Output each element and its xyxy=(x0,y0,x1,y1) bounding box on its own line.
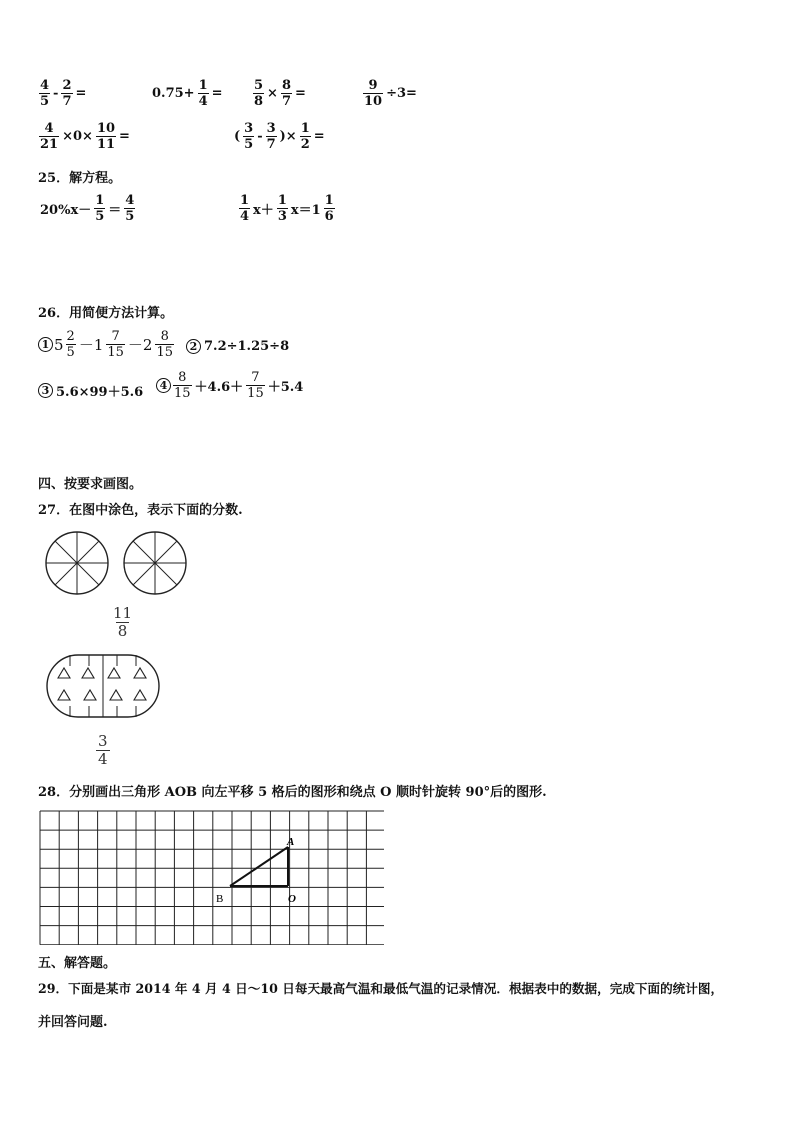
calc-row2-expr1: $\frac{4}{21}$ ×0× $\frac{10}{11}$ = xyxy=(40,121,130,152)
circled-number: 2 xyxy=(186,339,201,354)
q25-equation2: $\frac{1}{4}$ x＋ $\frac{1}{3}$ x＝1 $\frac{1}{6}$ xyxy=(240,193,334,224)
q27-fraction1: $\frac{11}{8}$ xyxy=(113,604,133,640)
q26-problem2: 2 7.2÷1.25÷8 xyxy=(186,339,291,354)
q26-problem4: 4 $\frac{8}{15}$ ＋4.6＋ $\frac{7}{15}$ ＋5.4 xyxy=(156,370,305,401)
circle-right[interactable] xyxy=(124,532,186,594)
q25-equation1: 20%x－ $\frac{1}{5}$ ＝ $\frac{4}{5}$ xyxy=(40,193,135,224)
label-b: B xyxy=(216,893,224,905)
calc-row1-expr3: $\frac{5}{8}$ × $\frac{8}{7}$ = xyxy=(254,78,306,109)
circled-number: 3 xyxy=(38,383,53,398)
section5-title: 五、解答题。 xyxy=(38,956,117,971)
calc-row1-expr4: $\frac{9}{10}$ ÷3= xyxy=(364,78,417,109)
section4-title: 四、按要求画图。 xyxy=(38,477,143,492)
calc-row1-expr1: $\frac{4}{5}$ - $\frac{2}{7}$ = xyxy=(40,78,87,109)
triangle-stadium xyxy=(44,652,164,720)
q25-title: 25．解方程。 xyxy=(38,171,122,186)
q26-title: 26．用简便方法计算。 xyxy=(38,306,174,321)
triangle-side-ba xyxy=(230,847,288,886)
label-o: O xyxy=(288,893,296,905)
circled-number: 4 xyxy=(156,378,171,393)
q28-title: 28．分别画出三角形 AOB 向左平移 5 格后的图形和绕点 O 顺时针旋转 90°后的图形. xyxy=(38,785,547,800)
calc-row2-expr2: ( $\frac{3}{5}$ - $\frac{3}{7}$ )× $\frac{1}{2}$ = xyxy=(234,121,325,152)
circled-number: 1 xyxy=(38,337,53,352)
fraction: $\frac{4}{5}$ xyxy=(40,78,50,109)
q26-problem1: 1 5 $\frac{2}{5}$ －1 $\frac{7}{15}$ －2 $\frac{8}{15}$ xyxy=(38,329,175,360)
eight-part-circles xyxy=(42,528,202,598)
grid-diagram xyxy=(38,809,384,945)
q27-title: 27．在图中涂色，表示下面的分数. xyxy=(38,503,243,518)
q27-fraction2: $\frac{3}{4}$ xyxy=(98,732,108,768)
q29-line1: 29．下面是某市 2014 年 4 月 4 日～10 日每天最高气温和最低气温的记录情况．根据表中的数据，完成下面的统计图， xyxy=(38,981,724,996)
calc-row1-expr2: 0.75+ $\frac{1}{4}$ = xyxy=(152,78,223,109)
q29-line2: 并回答问题. xyxy=(38,1015,108,1030)
label-a: A xyxy=(287,836,295,848)
q26-problem3: 3 5.6×99＋5.6 xyxy=(38,381,145,400)
circle-left[interactable] xyxy=(46,532,108,594)
